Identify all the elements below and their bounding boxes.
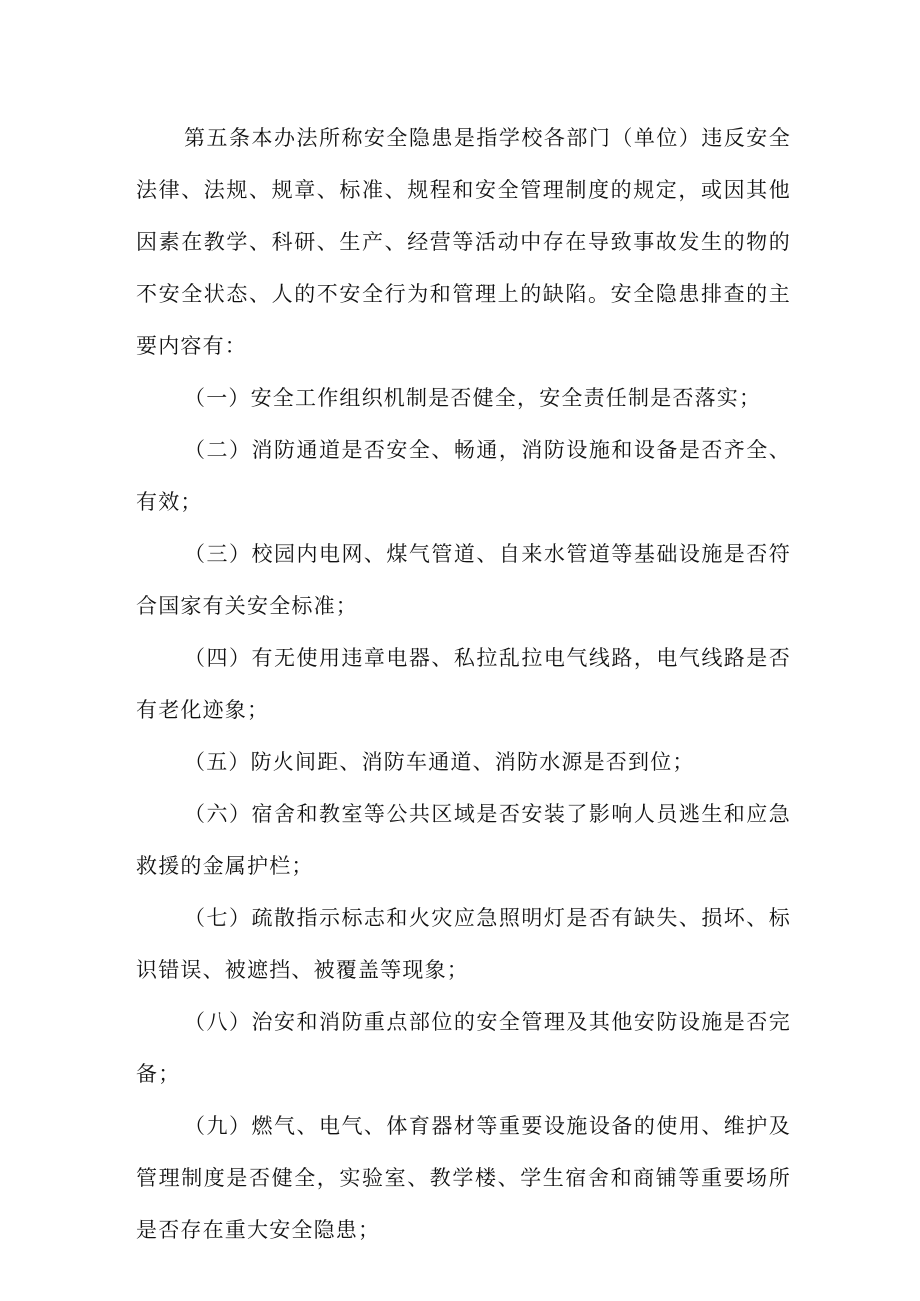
paragraph-item-1: （一）安全工作组织机制是否健全，安全责任制是否落实； <box>184 386 762 410</box>
paragraph-item-4: （四）有无使用违章电器、私拉乱拉电气线路，电气线路是否有老化迹象； <box>136 646 791 722</box>
paragraph-item-8: （八）治安和消防重点部位的安全管理及其他安防设施是否完备； <box>136 1010 791 1086</box>
paragraph-item-9: （九）燃气、电气、体育器材等重要设施设备的使用、维护及管理制度是否健全，实验室、教学楼、学生宿舍和商铺等重要场所是否存在重大安全隐患； <box>136 1114 791 1242</box>
paragraph-item-5: （五）防火间距、消防车通道、消防水源是否到位； <box>184 750 695 774</box>
paragraph-article-5: 第五条本办法所称安全隐患是指学校各部门（单位）违反安全法律、法规、规章、标准、规程和安全管理制度的规定，或因其他因素在教学、科研、生产、经营等活动中存在导致事故发生的物的不安全状态、人的不安全行为和管理上的缺陷。安全隐患排查的主要内容有： <box>136 126 791 358</box>
document-body <box>136 112 791 1256</box>
paragraph-item-6: （六）宿舍和教室等公共区域是否安装了影响人员逃生和应急救援的金属护栏； <box>136 802 791 878</box>
paragraph-item-3: （三）校园内电网、煤气管道、自来水管道等基础设施是否符合国家有关安全标准； <box>136 542 791 618</box>
paragraph-item-7: （七）疏散指示标志和火灾应急照明灯是否有缺失、损坏、标识错误、被遮挡、被覆盖等现象； <box>136 906 791 982</box>
paragraph-item-2: （二）消防通道是否安全、畅通，消防设施和设备是否齐全、有效； <box>136 438 791 514</box>
